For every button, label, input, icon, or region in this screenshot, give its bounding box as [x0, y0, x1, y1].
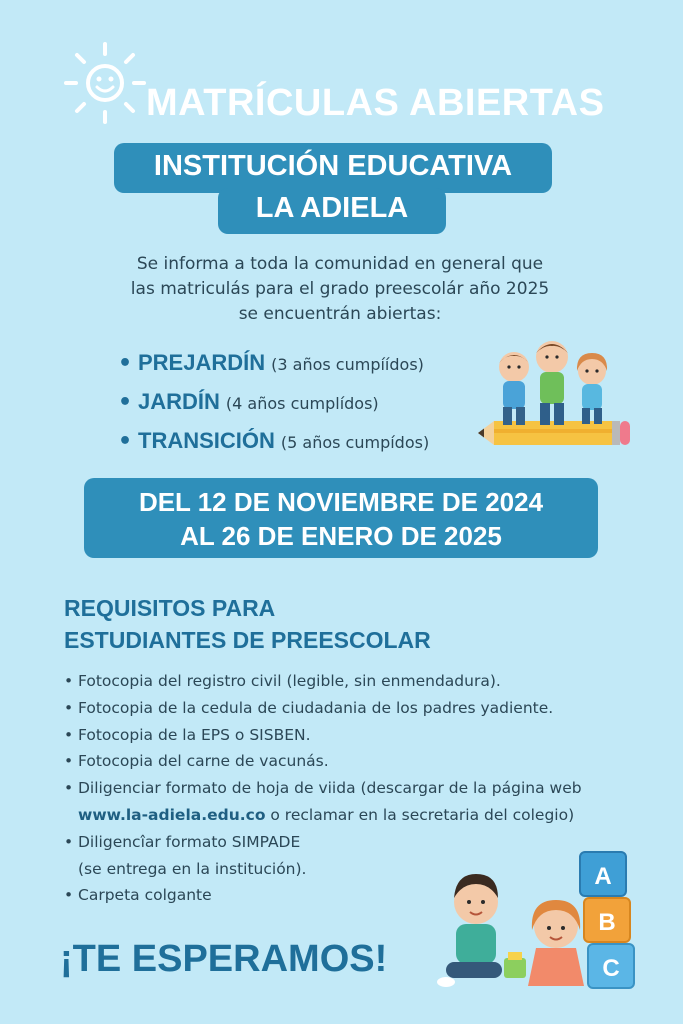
- requirements-heading-line: ESTUDIANTES DE PREESCOLAR: [64, 627, 431, 653]
- institution-name-line2: LA ADIELA: [255, 192, 409, 224]
- children-on-pencil-illustration: [472, 333, 632, 451]
- grade-name: TRANSICIÓN: [138, 428, 275, 453]
- page-title: MATRÍCULAS ABIERTAS: [146, 82, 605, 124]
- requirement-item: • Fotocopia del carne de vacunás.: [64, 748, 664, 775]
- institution-name-line1: INSTITUCIÓN EDUCATIVA: [153, 150, 513, 182]
- intro-line: Se informa a toda la comunidad en general que: [136, 254, 544, 274]
- requirement-continuation: www.la-adiela.edu.co o reclamar en la secretaria del colegio): [78, 805, 575, 824]
- website-link[interactable]: www.la-adiela.edu.co: [78, 805, 266, 824]
- requirement-item: • Fotocopia de la EPS o SISBEN.: [64, 722, 664, 749]
- requirement-item: • Fotocopia de la cedula de ciudadania de los padres yadiente.: [64, 695, 664, 722]
- bullet-icon: •: [64, 779, 74, 798]
- grade-item: [118, 428, 488, 467]
- bullet-icon: •: [118, 390, 133, 415]
- bullet-icon: •: [118, 351, 133, 376]
- date-line-start: DEL 12 DE NOVIEMBRE DE 2024: [138, 487, 544, 517]
- block-a: A: [594, 863, 612, 890]
- enrollment-dates-banner: [84, 478, 598, 558]
- block-c: C: [602, 955, 620, 982]
- bullet-icon: •: [118, 429, 133, 454]
- grade-item: [118, 389, 488, 428]
- requirement-item: • Diligencîar formato SIMPADE: [64, 829, 664, 856]
- grade-age: (5 años cumpídos): [280, 433, 430, 452]
- children-with-abc-blocks-illustration: [432, 840, 642, 1000]
- date-line-end: AL 26 DE ENERO DE 2025: [180, 521, 502, 551]
- requirements-heading-line: REQUISITOS PARA: [64, 595, 276, 621]
- grade-name: JARDÍN: [138, 389, 220, 414]
- block-b: B: [598, 909, 616, 936]
- smiling-sun-icon: [62, 40, 148, 126]
- requirements-heading: [64, 592, 484, 656]
- intro-text: [90, 252, 590, 327]
- bullet-icon: •: [64, 886, 74, 905]
- intro-line: las matriculás para el grado preescolár año 2025: [130, 279, 550, 299]
- bullet-icon: •: [64, 725, 74, 744]
- grade-age: (3 años cumpíídos): [271, 355, 424, 374]
- bullet-icon: •: [64, 752, 74, 771]
- grade-item: [118, 350, 488, 389]
- grade-list: [118, 350, 488, 467]
- bullet-icon: •: [64, 832, 74, 851]
- intro-line: se encuentrán abiertas:: [238, 304, 442, 324]
- grade-name: PREJARDÍN: [138, 350, 266, 375]
- bullet-icon: •: [64, 672, 74, 690]
- bullet-icon: •: [64, 698, 74, 717]
- requirement-item: • Carpeta colgante: [64, 882, 664, 909]
- grade-age: (4 años cumplídos): [225, 394, 379, 413]
- requirement-note: (se entrega en la institución).: [78, 859, 307, 878]
- closing-message: ¡TE ESPERAMOS!: [60, 938, 388, 980]
- requirement-item: • Fotocopia del registro civil (legible, sin enmendadura).: [64, 668, 664, 695]
- requirement-item: • Diligenciar formato de hoja de viida (descargar de la página web: [64, 775, 664, 802]
